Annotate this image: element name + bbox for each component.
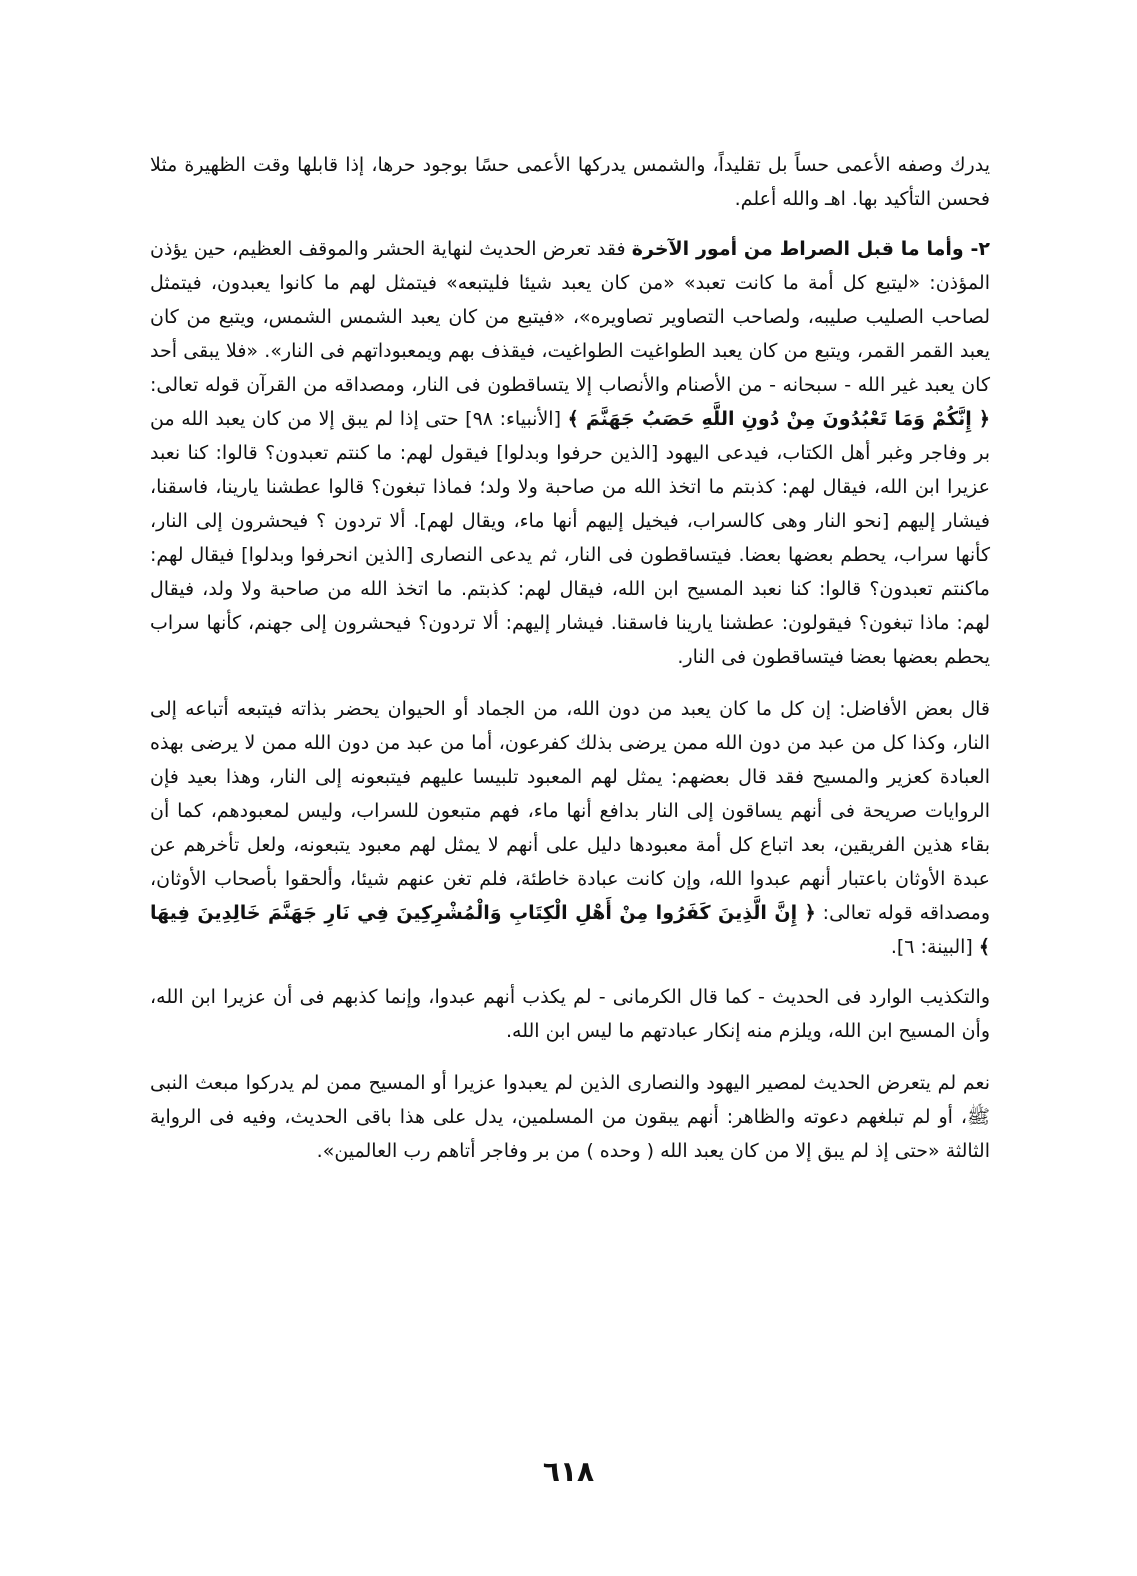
paragraph-2-text-continued: [الأنبياء: ٩٨] حتى إذا لم يبق إلا من كان يعبد الله من بر وفاجر وغبر أهل الكتاب، فيدعى اليهود [الذين حرفوا وبدلوا] فيقول لهم: ما كنتم تعبدون؟ قالوا: كنا نعبد عزيرا ابن الله، فيقال لهم: كذبتم ما اتخذ الله من صاحبة ولا ولد؛ فماذا تبغون؟ قالوا عطشنا يارينا، فاسقنا، فيشار إليهم [نحو النار وهى كالسراب، فيخيل إليهم أنها ماء، ويقال لهم]. ألا تردون ؟ فيحشرون إلى النار، كأنها سراب، يحطم بعضها بعضا. فيتساقطون فى النار، ثم يدعى النصارى [الذين انحرفوا وبدلوا] فيقال لهم: ماكنتم تعبدون؟ قالوا: كنا نعبد المسيح ابن الله، فيقال لهم: كذبتم. ما اتخذ الله من صاحبة ولا ولد، فيقال لهم: ماذا تبغون؟ فيقولون: عطشنا يارينا فاسقنا. فيشار إليهم: ألا تردون؟ فيحشرون إلى جهنم، كأنها سراب يحطم بعضها بعضا فيتساقطون فى النار.: [150, 408, 990, 668]
paragraph-2: [150, 232, 990, 674]
paragraph-5-text: نعم لم يتعرض الحديث لمصير اليهود والنصارى الذين لم يعبدوا عزيرا أو المسيح ممن لم يدركوا مبعث النبى ﷺ، أو لم تبلغهم دعوته والظاهر: أنهم يبقون من المسلمين، يدل على هذا باقى الحديث، وفيه فى الرواية الثالثة «حتى إذ لم يبق إلا من كان يعبد الله ( وحده ) من بر وفاجر أتاهم رب العالمين».: [150, 1072, 990, 1162]
paragraph-1: [150, 148, 990, 216]
paragraph-3-text-continued: [البينة: ٦].: [890, 936, 979, 958]
quran-verse-bayyina: ﴿ إِنَّ الَّذِينَ كَفَرُوا مِنْ أَهْلِ الْكِتَابِ وَالْمُشْرِكِينَ فِي نَارِ جَهَنَّمَ خَالِدِينَ فِيهَا ﴾: [150, 902, 990, 958]
paragraph-2-heading: ٢- وأما ما قبل الصراط من أمور الآخرة: [631, 238, 990, 260]
page-number: ٦١٨: [542, 1455, 595, 1488]
paragraph-3-text: قال بعض الأفاضل: إن كل ما كان يعبد من دون الله، من الجماد أو الحيوان يحضر بذاته فيتبعه أتباعه إلى النار، وكذا كل من عبد من دون الله ممن يرضى بذلك كفرعون، أما من عبد من دون الله ممن لا يرضى بهذه العبادة كعزير والمسيح فقد قال بعضهم: يمثل لهم المعبود تلبيسا عليهم فيتبعونه إلى النار، وهذا بعيد فإن الروايات صريحة فى أنهم يساقون إلى النار بدافع أنها ماء، فهم متبعون للسراب، وليس لمعبودهم، كما أن بقاء هذين الفريقين، بعد اتباع كل أمة معبودها دليل على أنهم لا يمثل لهم معبود يتبعونه، ولعل تأخرهم عن عبدة الأوثان باعتبار أنهم عبدوا الله، وإن كانت عبادة خاطئة، فلم تغن عنهم شيئا، وألحقوا بأصحاب الأوثان، ومصداقه قوله تعالى:: [150, 698, 990, 924]
paragraph-3: [150, 692, 990, 964]
quran-verse-anbiya: ﴿ إِنَّكُمْ وَمَا تَعْبُدُونَ مِنْ دُونِ اللَّهِ حَصَبُ جَهَنَّمَ ﴾: [567, 408, 990, 430]
paragraph-4-text: والتكذيب الوارد فى الحديث - كما قال الكرمانى - لم يكذب أنهم عبدوا، وإنما كذبهم فى أن عزيرا ابن الله، وأن المسيح ابن الله، ويلزم منه إنكار عبادتهم ما ليس ابن الله.: [150, 986, 990, 1042]
paragraph-5: [150, 1066, 990, 1168]
document-body: [150, 148, 990, 1168]
paragraph-1-text: يدرك وصفه الأعمى حساً بل تقليداً، والشمس يدركها الأعمى حسًا بوجود حرها، إذا قابلها وقت الظهيرة مثلا فحسن التأكيد بها. اهـ والله أعلم.: [150, 154, 990, 210]
paragraph-2-text: فقد تعرض الحديث لنهاية الحشر والموقف العظيم، حين يؤذن المؤذن: «ليتبع كل أمة ما كانت تعبد» «من كان يعبد شيئا فليتبعه» فيتمثل لهم ما كانوا يعبدون، فيتمثل لصاحب الصليب صليبه، ولصاحب التصاوير تصاويره»، «فيتبع من كان يعبد الشمس الشمس، ويتبع من كان يعبد القمر القمر، ويتبع من كان يعبد الطواغيت الطواغيت، فيقذف بهم ويمعبوداتهم فى النار». «فلا يبقى أحد كان يعبد غير الله - سبحانه - من الأصنام والأنصاب إلا يتساقطون فى النار، ومصداقه من القرآن قوله تعالى:: [150, 238, 990, 396]
paragraph-4: [150, 980, 990, 1048]
